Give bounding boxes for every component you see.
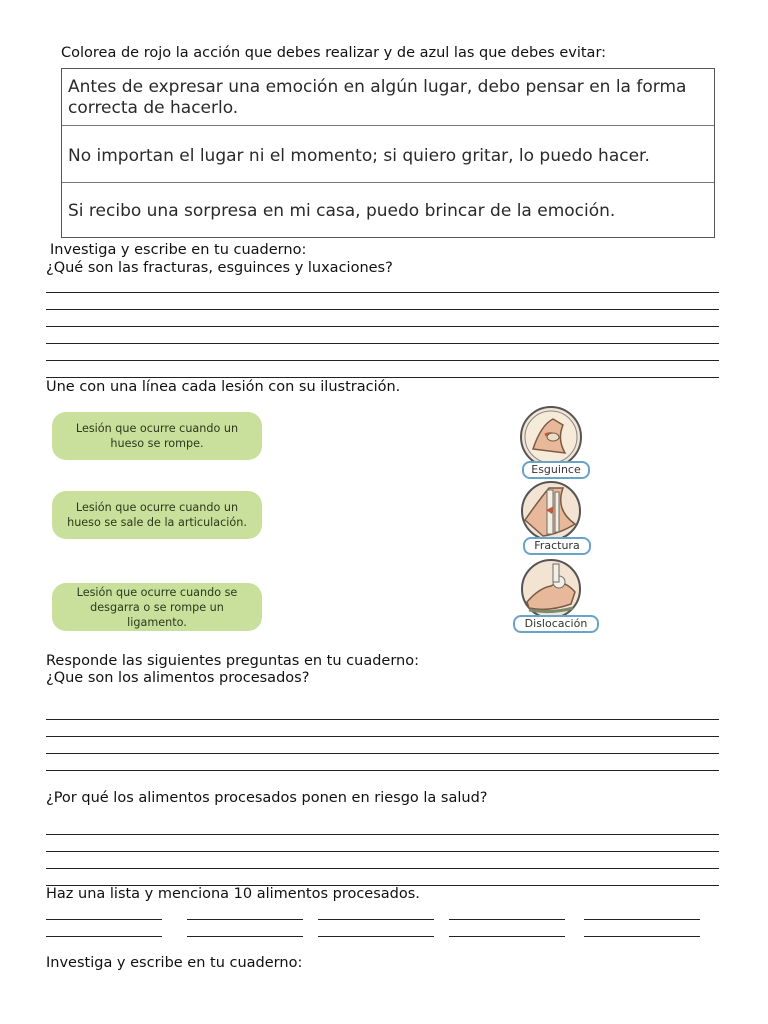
answer-line[interactable]	[46, 736, 719, 737]
question-procesados: ¿Que son los alimentos procesados?	[46, 670, 310, 686]
answer-line[interactable]	[46, 360, 719, 361]
respond-instruction: Responde las siguientes preguntas en tu cuaderno:	[46, 653, 419, 669]
statement-row-1[interactable]	[62, 69, 714, 126]
answer-line[interactable]	[46, 868, 719, 869]
definition-text: Lesión que ocurre cuando un hueso se sale de la articulación.	[67, 501, 247, 529]
dislocation-foot-icon[interactable]	[519, 558, 583, 620]
list-blank[interactable]	[449, 919, 565, 920]
color-instruction: Colorea de rojo la acción que debes realizar y de azul las que debes evitar:	[61, 45, 607, 61]
list-blank[interactable]	[46, 936, 162, 937]
list-instruction: Haz una lista y menciona 10 alimentos procesados.	[46, 886, 420, 902]
list-blank[interactable]	[449, 936, 565, 937]
definition-text: Lesión que ocurre cuando se desgarra o se rompe un ligamento.	[76, 585, 238, 629]
list-blank[interactable]	[584, 919, 700, 920]
definition-fractura[interactable]	[52, 412, 262, 460]
answer-line[interactable]	[46, 851, 719, 852]
statement-row-2[interactable]	[62, 126, 714, 183]
fracture-leg-icon[interactable]	[519, 480, 583, 542]
list-blank[interactable]	[46, 919, 162, 920]
definition-text: Lesión que ocurre cuando un hueso se rompe.	[75, 422, 239, 450]
statement-text: No importan el lugar ni el momento; si quiero gritar, lo puedo hacer.	[68, 146, 650, 166]
answer-line[interactable]	[46, 719, 719, 720]
question-fracturas: ¿Qué son las fracturas, esguinces y luxaciones?	[46, 260, 393, 276]
statement-text: Si recibo una sorpresa en mi casa, puedo brincar de la emoción.	[68, 201, 616, 221]
definition-esguince[interactable]	[52, 583, 262, 631]
answer-line[interactable]	[46, 770, 719, 771]
illustration-label-dislocacion: Dislocación	[513, 615, 599, 633]
sprain-ankle-icon[interactable]	[519, 405, 583, 469]
answer-line[interactable]	[46, 834, 719, 835]
list-blank[interactable]	[318, 936, 434, 937]
list-blank[interactable]	[318, 919, 434, 920]
answer-line[interactable]	[46, 292, 719, 293]
illustration-label-fractura: Fractura	[523, 537, 591, 555]
answer-line[interactable]	[46, 326, 719, 327]
definition-dislocacion[interactable]	[52, 491, 262, 539]
answer-line[interactable]	[46, 309, 719, 310]
investigate-heading: Investiga y escribe en tu cuaderno:	[50, 242, 307, 258]
statements-table	[61, 68, 715, 238]
answer-line[interactable]	[46, 343, 719, 344]
list-blank[interactable]	[187, 919, 303, 920]
match-instruction: Une con una línea cada lesión con su ilustración.	[46, 379, 401, 395]
list-blank[interactable]	[584, 936, 700, 937]
illustration-label-esguince: Esguince	[522, 461, 590, 479]
question-riesgo: ¿Por qué los alimentos procesados ponen en riesgo la salud?	[46, 790, 488, 806]
answer-line[interactable]	[46, 753, 719, 754]
statement-row-3[interactable]	[62, 183, 714, 237]
investigate-heading-2: Investiga y escribe en tu cuaderno:	[46, 955, 303, 971]
list-blank[interactable]	[187, 936, 303, 937]
statement-text: Antes de expresar una emoción en algún lugar, debo pensar en la forma correcta de hacerlo.	[68, 77, 687, 118]
